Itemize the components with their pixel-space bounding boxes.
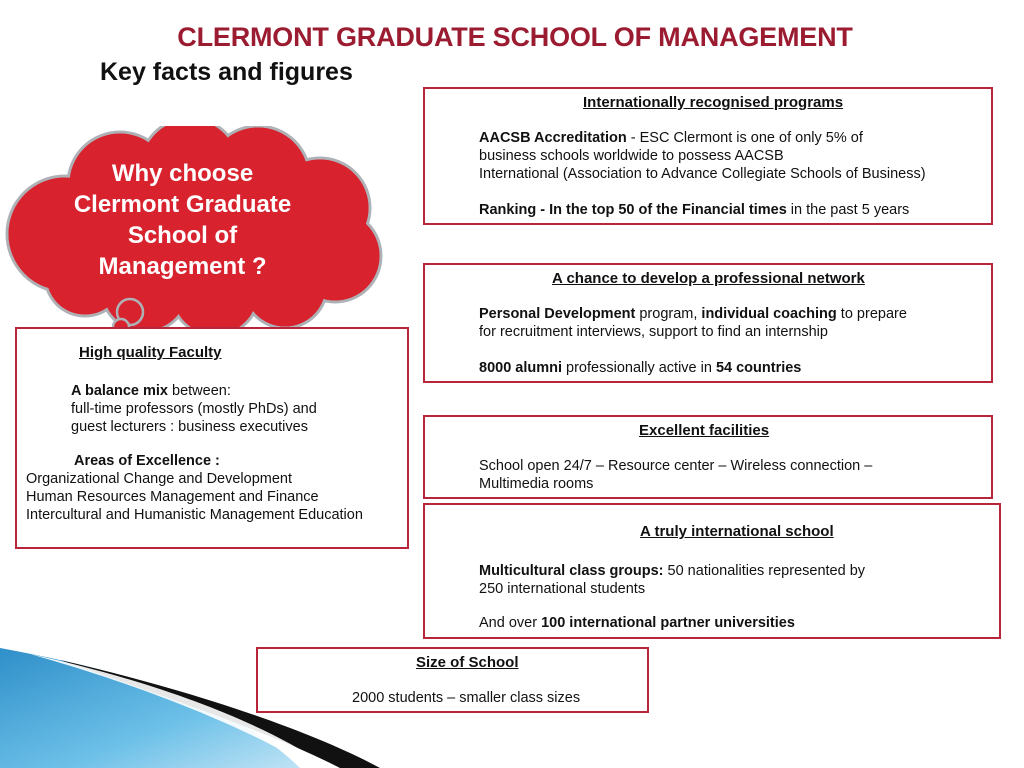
areas-heading-bold: Areas of Excellence :: [74, 453, 220, 469]
faculty-balance-bold: A balance mix: [71, 383, 168, 399]
countries-bold: 54 countries: [715, 360, 802, 376]
ranking-bold: Ranking - In the top 50 of the Financial times: [479, 202, 787, 218]
areas-heading: [74, 452, 220, 470]
faculty-heading: High quality Faculty: [79, 344, 222, 361]
faculty-balance-line: [71, 382, 231, 400]
facilities-heading: Excellent facilities: [639, 422, 770, 439]
partners-bold: 100 international partner universities: [541, 615, 795, 631]
area-item: Human Resources Management and Finance: [26, 489, 319, 505]
size-heading: Size of School: [416, 654, 519, 671]
pd-line2: for recruitment interviews, support to find an internship: [479, 324, 828, 340]
groups-line2: 250 international students: [479, 581, 646, 597]
alumni-mid: professionally active in: [562, 360, 716, 376]
groups-rest: 50 nationalities represented by: [663, 563, 866, 579]
page-title: CLERMONT GRADUATE SCHOOL OF MANAGEMENT: [177, 22, 853, 52]
ranking-line: [479, 201, 909, 219]
aacsb-line: [479, 129, 863, 147]
cloud-line: Management ?: [98, 253, 267, 280]
class-groups-line: [479, 562, 865, 580]
aacsb-line2: business schools worldwide to possess AACSB: [479, 148, 784, 164]
page-subtitle: Key facts and figures: [100, 58, 353, 86]
partners-line: [479, 614, 795, 632]
personal-development-line: [479, 305, 907, 323]
groups-bold: Multicultural class groups:: [479, 563, 664, 579]
cloud-line: School of: [127, 222, 238, 249]
size-line: 2000 students – smaller class sizes: [352, 690, 581, 706]
decorative-swoosh: [0, 640, 430, 768]
coaching-bold: individual coaching: [701, 306, 837, 322]
pd-mid: program,: [635, 306, 702, 322]
pd-rest: to prepare: [836, 306, 907, 322]
aacsb-line3: International (Association to Advance Collegiate Schools of Business): [479, 166, 926, 182]
programs-heading: Internationally recognised programs: [583, 94, 844, 111]
cloud-question: [40, 158, 325, 282]
network-heading: A chance to develop a professional network: [552, 270, 865, 287]
faculty-line: guest lecturers : business executives: [71, 419, 308, 435]
aacsb-rest: - ESC Clermont is one of only 5% of: [626, 130, 863, 146]
ranking-rest: in the past 5 years: [786, 202, 910, 218]
facilities-line: School open 24/7 – Resource center – Wireless connection –: [479, 458, 873, 474]
faculty-balance-rest: between:: [167, 383, 231, 399]
cloud-line: Clermont Graduate: [73, 191, 292, 218]
alumni-line: [479, 359, 801, 377]
aacsb-bold: AACSB Accreditation: [479, 130, 627, 146]
area-item: Intercultural and Humanistic Management Education: [26, 507, 363, 523]
alumni-bold: 8000 alumni: [479, 360, 563, 376]
cloud-line: Why choose: [111, 160, 254, 187]
faculty-line: full-time professors (mostly PhDs) and: [71, 401, 317, 417]
partners-pre: And over: [479, 615, 542, 631]
facilities-line: Multimedia rooms: [479, 476, 594, 492]
pd-bold: Personal Development: [479, 306, 636, 322]
area-item: Organizational Change and Development: [26, 471, 293, 487]
international-heading: A truly international school: [640, 523, 834, 540]
